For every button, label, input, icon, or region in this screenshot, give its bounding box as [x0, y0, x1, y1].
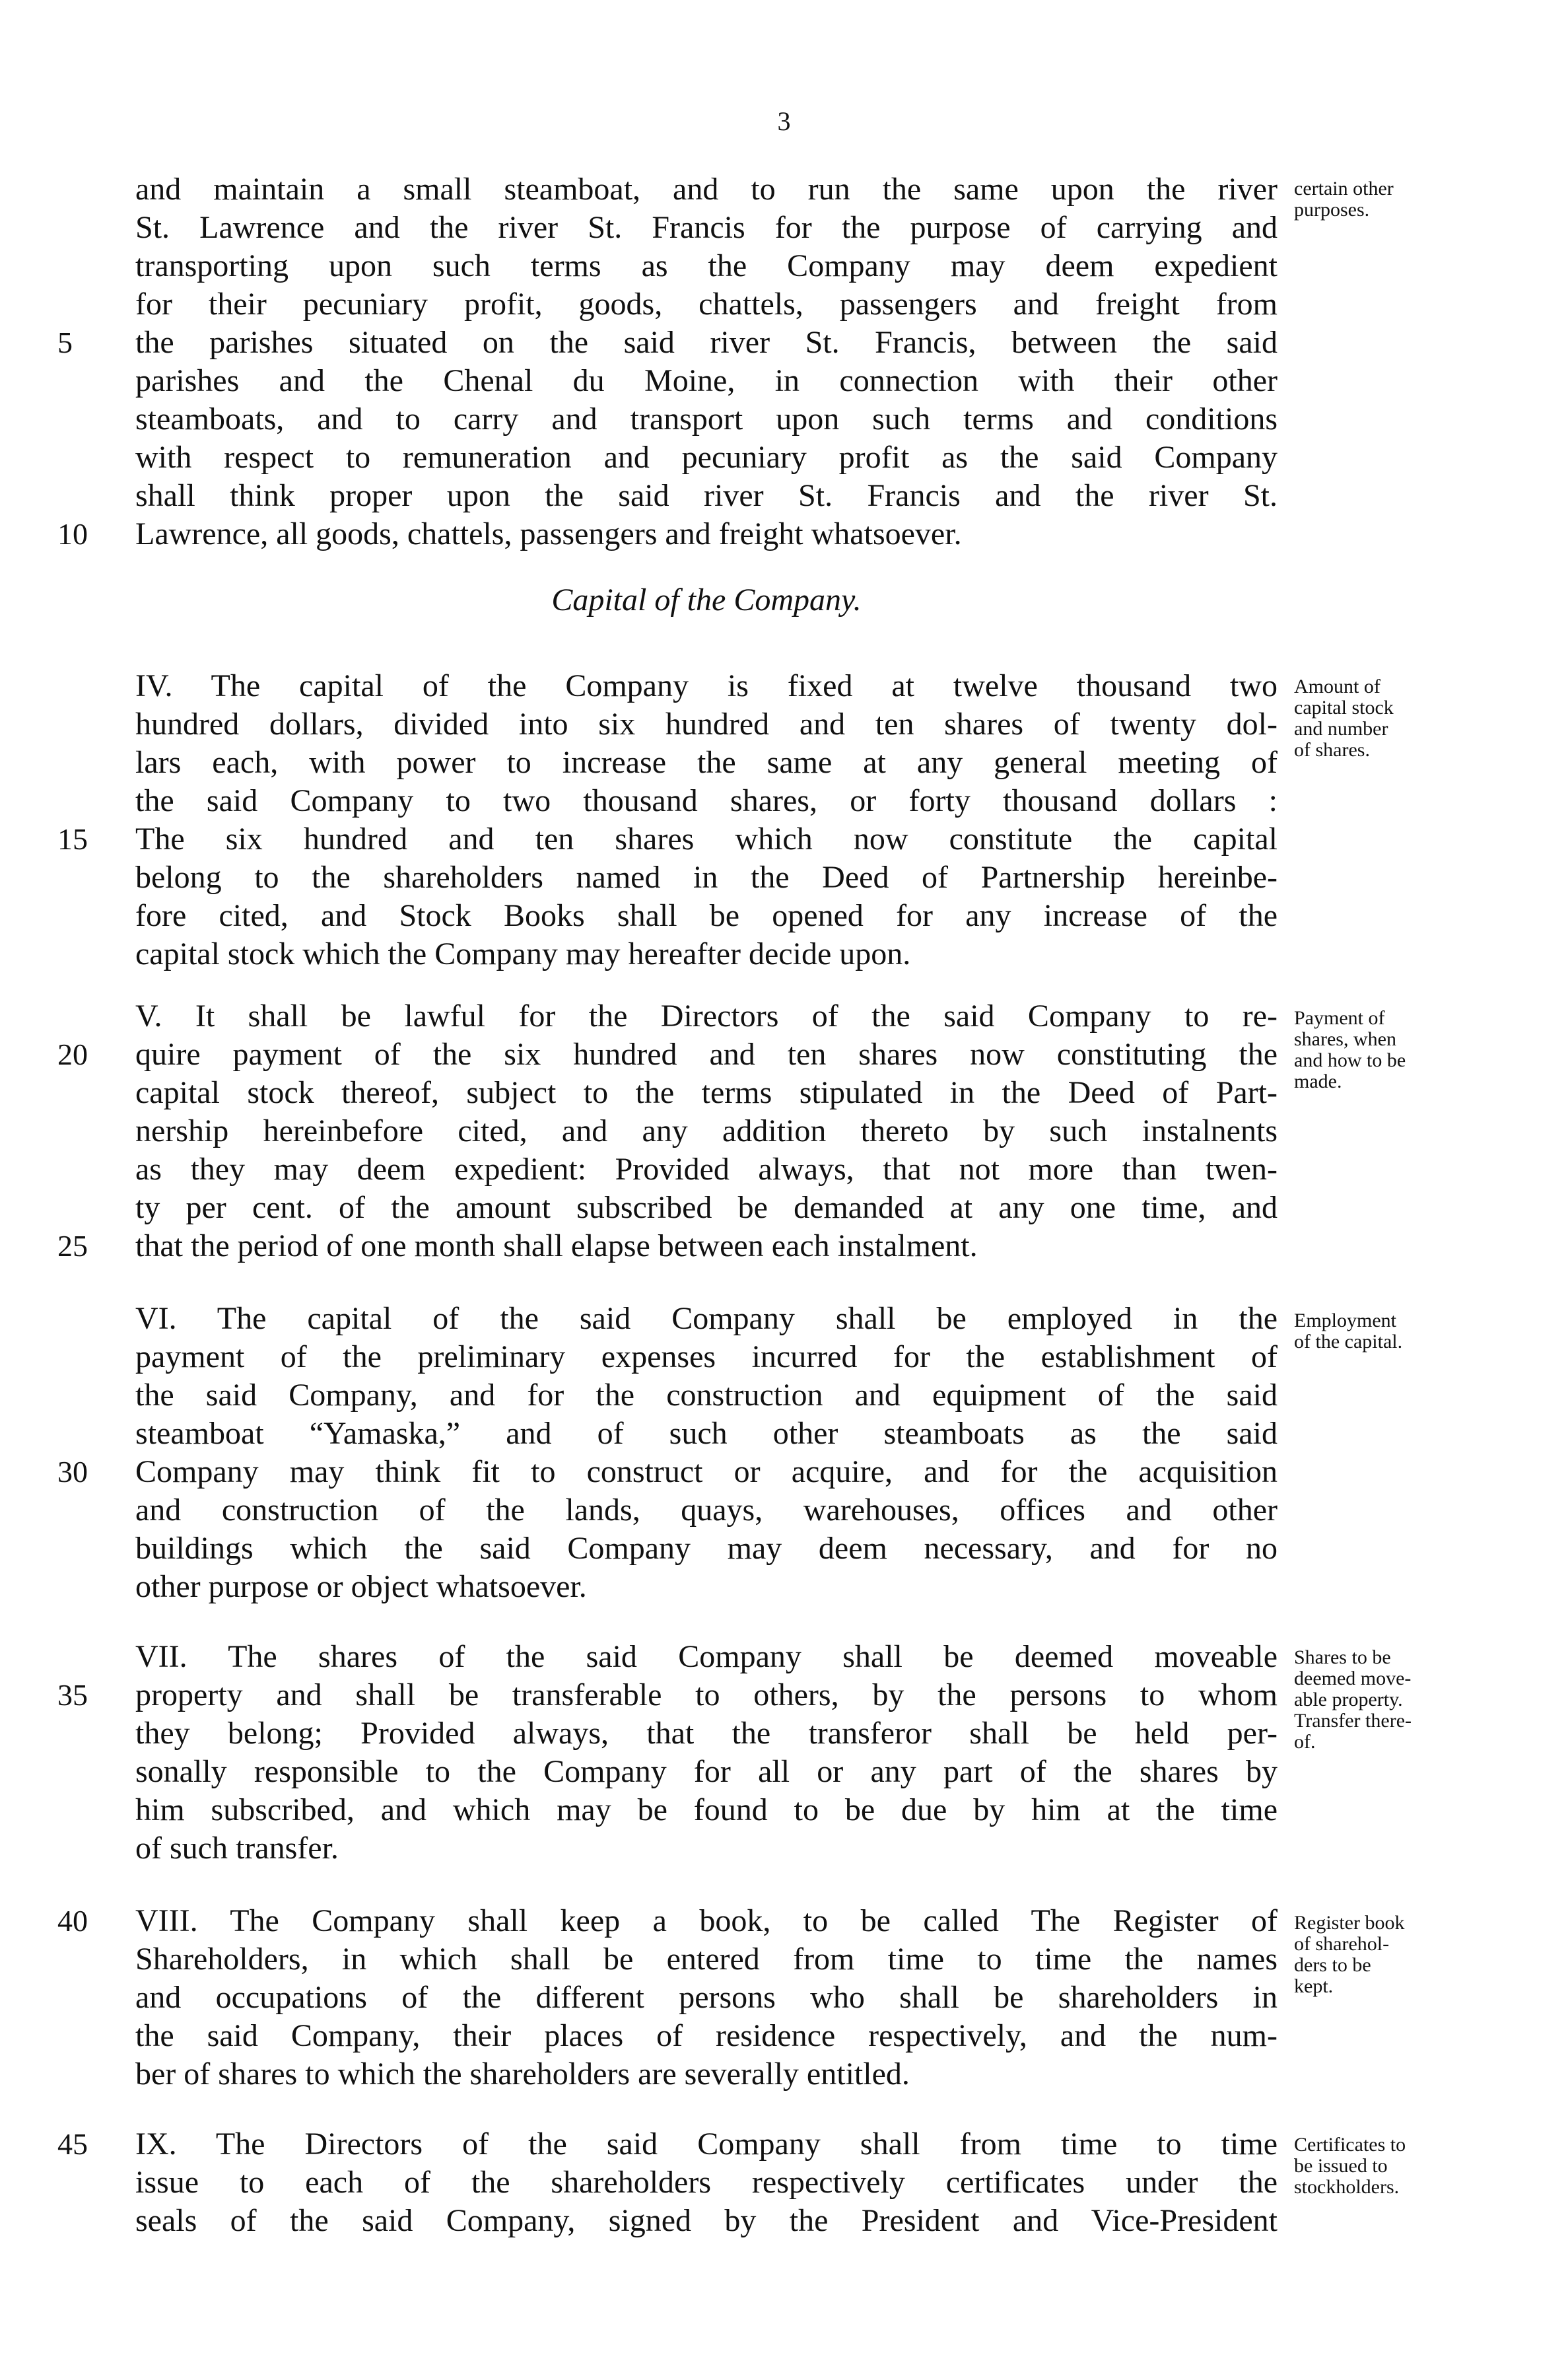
text-line — [135, 1791, 1278, 1829]
section-vii — [57, 1638, 1278, 1868]
line-text: the said Company to two thousand shares, or forty thousand dollars : — [135, 783, 1278, 818]
margin-note-line: Transfer there- — [1294, 1710, 1412, 1732]
text-line — [135, 1415, 1278, 1453]
text-line — [135, 1638, 1278, 1676]
line-text: The six hundred and ten shares which now constitute the capital — [135, 822, 1278, 857]
text-line — [57, 515, 1278, 553]
line-text: Lawrence, all goods, chattels, passengers and freight whatsoever. — [135, 516, 962, 551]
margin-note-line: be issued to — [1294, 2155, 1388, 2177]
line-number: 45 — [57, 2127, 88, 2161]
line-text: capital stock thereof, subject to the terms stipulated in the Deed of Part- — [135, 1075, 1278, 1110]
line-text: for their pecuniary profit, goods, chattels, passengers and freight from — [135, 287, 1278, 322]
text-line — [57, 1453, 1278, 1491]
text-line — [135, 1189, 1278, 1227]
text-line — [135, 705, 1278, 744]
page-number: 3 — [777, 106, 791, 136]
margin-note-section-ix — [1294, 2134, 1492, 2198]
line-text: hundred dollars, divided into six hundred and ten shares of twenty dol- — [135, 707, 1278, 742]
text-line — [135, 209, 1278, 247]
section-iv — [57, 667, 1278, 973]
text-line — [135, 1940, 1278, 1979]
line-text: Company may think fit to construct or acquire, and for the acquisition — [135, 1454, 1278, 1489]
text-line — [135, 667, 1278, 705]
text-line — [135, 1829, 1278, 1868]
text-line — [135, 1529, 1278, 1568]
margin-note-line: shares, when — [1294, 1028, 1396, 1050]
line-text: that the period of one month shall elapse between each instalment. — [135, 1228, 978, 1263]
text-line — [135, 362, 1278, 400]
line-text: IX. The Directors of the said Company shall from time to time — [135, 2127, 1278, 2162]
margin-note-line: Employment — [1294, 1310, 1396, 1331]
continuation-paragraph — [57, 170, 1278, 553]
margin-note-line: kept. — [1294, 1975, 1334, 1997]
text-line — [135, 247, 1278, 285]
text-line — [57, 324, 1278, 362]
section-heading: Capital of the Company. — [551, 582, 862, 617]
margin-note-line: of sharehol- — [1294, 1933, 1390, 1955]
margin-note-line: of shares. — [1294, 739, 1370, 761]
line-text: the said Company, and for the construction and equipment of the said — [135, 1378, 1278, 1413]
text-line — [135, 170, 1278, 209]
line-text: and maintain a small steamboat, and to run the same upon the river — [135, 172, 1278, 207]
line-text: shall think proper upon the said river St. Francis and the river St. — [135, 478, 1278, 513]
line-text: sonally responsible to the Company for all or any part of the shares by — [135, 1754, 1278, 1789]
text-line — [135, 1568, 1278, 1606]
line-number: 25 — [57, 1229, 88, 1263]
margin-note-line: ders to be — [1294, 1954, 1371, 1976]
line-text: they belong; Provided always, that the transferor shall be held per- — [135, 1716, 1278, 1751]
line-text: him subscribed, and which may be found to be due by him at the time — [135, 1792, 1278, 1827]
line-text: steamboats, and to carry and transport upon such terms and conditions — [135, 402, 1278, 437]
line-text: and occupations of the different persons who shall be shareholders in — [135, 1980, 1278, 2015]
text-line — [135, 1714, 1278, 1753]
text-line — [57, 1902, 1278, 1940]
section-v — [57, 997, 1278, 1265]
heading-wrapper — [135, 581, 1278, 619]
line-text: lars each, with power to increase the same at any general meeting of — [135, 745, 1278, 780]
margin-note-section-vi — [1294, 1310, 1492, 1353]
text-line — [135, 1074, 1278, 1112]
line-text: transporting upon such terms as the Company may deem expedient — [135, 248, 1278, 283]
margin-note-line: Certificates to — [1294, 2134, 1406, 2156]
text-line — [135, 2202, 1278, 2240]
line-text: payment of the preliminary expenses incurred for the establishment of — [135, 1339, 1278, 1374]
margin-note-section-iv — [1294, 676, 1492, 761]
text-line — [135, 477, 1278, 515]
line-text: IV. The capital of the Company is fixed at twelve thousand two — [135, 668, 1278, 703]
margin-note-line: Payment of — [1294, 1007, 1385, 1029]
line-text: parishes and the Chenal du Moine, in connection with their other — [135, 363, 1278, 398]
text-line — [135, 400, 1278, 439]
text-line — [57, 2125, 1278, 2163]
line-text: V. It shall be lawful for the Directors of the said Company to re- — [135, 999, 1278, 1034]
margin-note-line: certain other — [1294, 178, 1394, 199]
line-text: Shareholders, in which shall be entered from time to time the names — [135, 1942, 1278, 1977]
text-line — [135, 439, 1278, 477]
text-line — [135, 1376, 1278, 1415]
line-text: fore cited, and Stock Books shall be opened for any increase of the — [135, 898, 1278, 933]
text-line — [135, 1753, 1278, 1791]
text-line — [57, 1036, 1278, 1074]
line-text: steamboat “Yamaska,” and of such other steamboats as the said — [135, 1416, 1278, 1451]
text-line — [135, 1112, 1278, 1150]
line-text: the parishes situated on the said river St. Francis, between the said — [135, 325, 1278, 360]
line-number: 15 — [57, 822, 88, 856]
line-number: 35 — [57, 1678, 88, 1712]
line-text: as they may deem expedient: Provided always, that not more than twen- — [135, 1152, 1278, 1187]
margin-note-line: deemed move- — [1294, 1668, 1412, 1689]
line-text: and construction of the lands, quays, warehouses, offices and other — [135, 1493, 1278, 1528]
text-line — [57, 1227, 1278, 1265]
margin-note-section-vii — [1294, 1647, 1492, 1753]
line-number: 30 — [57, 1455, 88, 1489]
line-number: 5 — [57, 326, 73, 359]
text-line — [135, 744, 1278, 782]
line-text: nership hereinbefore cited, and any addition thereto by such instalnents — [135, 1113, 1278, 1148]
section-ix — [57, 2125, 1278, 2240]
text-line — [135, 2055, 1278, 2093]
line-text: of such transfer. — [135, 1831, 339, 1866]
margin-note-line: Amount of — [1294, 676, 1381, 697]
margin-note-certain-purposes — [1294, 178, 1492, 221]
line-number: 20 — [57, 1037, 88, 1071]
line-number: 40 — [57, 1904, 88, 1938]
line-number: 10 — [57, 517, 88, 551]
margin-note-line: capital stock — [1294, 697, 1394, 719]
margin-note-line: stockholders. — [1294, 2176, 1400, 2198]
text-line — [135, 997, 1278, 1036]
margin-note-section-v — [1294, 1008, 1492, 1092]
section-viii — [57, 1902, 1278, 2093]
text-line — [135, 2163, 1278, 2202]
line-text: other purpose or object whatsoever. — [135, 1569, 587, 1604]
section-vi — [57, 1300, 1278, 1606]
line-text: ty per cent. of the amount subscribed be demanded at any one time, and — [135, 1190, 1278, 1225]
margin-note-line: made. — [1294, 1071, 1342, 1092]
margin-note-line: Register book — [1294, 1912, 1405, 1934]
margin-note-section-viii — [1294, 1913, 1492, 1997]
margin-note-line: of. — [1294, 1731, 1316, 1753]
margin-note-line: Shares to be — [1294, 1646, 1391, 1668]
line-text: seals of the said Company, signed by the President and Vice-President — [135, 2203, 1278, 2238]
text-line — [135, 859, 1278, 897]
text-line — [135, 1338, 1278, 1376]
text-line — [135, 2017, 1278, 2055]
line-text: issue to each of the shareholders respectively certificates under the — [135, 2165, 1278, 2200]
line-text: belong to the shareholders named in the Deed of Partnership hereinbe- — [135, 860, 1278, 895]
line-text: buildings which the said Company may deem necessary, and for no — [135, 1531, 1278, 1566]
line-text: quire payment of the six hundred and ten shares now constituting the — [135, 1037, 1278, 1072]
text-line — [57, 820, 1278, 859]
line-text: property and shall be transferable to others, by the persons to whom — [135, 1677, 1278, 1712]
line-text: VIII. The Company shall keep a book, to be called The Register of — [135, 1903, 1278, 1938]
line-text: VII. The shares of the said Company shall be deemed moveable — [135, 1639, 1278, 1674]
line-text: the said Company, their places of residence respectively, and the num- — [135, 2018, 1278, 2053]
margin-note-line: able property. — [1294, 1689, 1403, 1710]
text-line — [135, 1150, 1278, 1189]
margin-note-line: and how to be — [1294, 1049, 1406, 1071]
text-line — [135, 1491, 1278, 1529]
text-line — [135, 1300, 1278, 1338]
text-line — [135, 897, 1278, 935]
line-text: St. Lawrence and the river St. Francis for the purpose of carrying and — [135, 210, 1278, 245]
line-text: capital stock which the Company may hereafter decide upon. — [135, 936, 911, 971]
text-line — [135, 285, 1278, 324]
line-text: VI. The capital of the said Company shall be employed in the — [135, 1301, 1278, 1336]
text-line — [135, 935, 1278, 973]
text-line — [135, 782, 1278, 820]
margin-note-line: and number — [1294, 718, 1388, 740]
text-line — [135, 1979, 1278, 2017]
text-line — [57, 1676, 1278, 1714]
line-text: ber of shares to which the shareholders are severally entitled. — [135, 2056, 910, 2091]
margin-note-line: of the capital. — [1294, 1331, 1403, 1353]
margin-note-line: purposes. — [1294, 199, 1370, 221]
line-text: with respect to remuneration and pecuniary profit as the said Company — [135, 440, 1278, 475]
